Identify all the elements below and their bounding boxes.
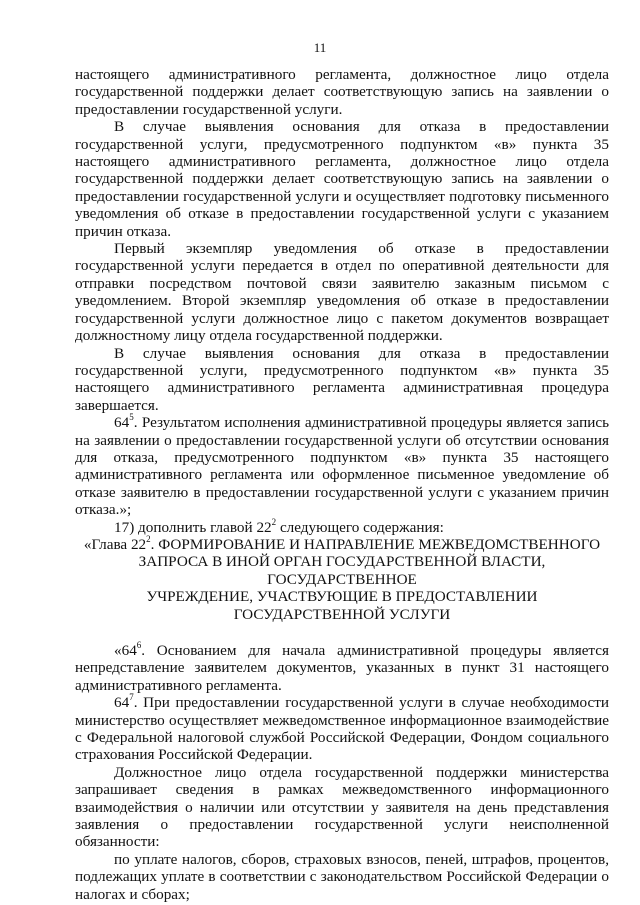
chapter-heading bbox=[75, 533, 609, 623]
paragraph-text: . При предоставлении государственной услуги в случае необходимости министерство осуществляет межведомственное информационное взаимодействие с Федеральной налоговой службой Российской Федерации, Фондом социального страхования Российской Федерации. bbox=[75, 694, 609, 764]
chapter-title-start: «Глава 22 bbox=[83, 535, 147, 553]
chapter-heading-line bbox=[75, 533, 609, 553]
paragraph: Первый экземпляр уведомления об отказе в предоставлении государственной услуги передается в отдел по оперативной деятельности для отправки посредством почтовой связи заявителю заказным письмом с уведомлением. Второй экземпляр уведомления об отказе в предоставлении государственной услуги должностное лицо с пакетом документов возвращает должностному лицу отдела государственной поддержки. bbox=[75, 240, 609, 345]
paragraph-64-7 bbox=[75, 694, 609, 764]
chapter-title-superscript: 2 bbox=[146, 533, 151, 544]
chapter-heading-line: УЧРЕЖДЕНИЕ, УЧАСТВУЮЩИЕ В ПРЕДОСТАВЛЕНИИ ГОСУДАРСТВЕННОЙ УСЛУГИ bbox=[146, 588, 538, 623]
clause-superscript: 5 bbox=[129, 412, 134, 423]
clause-number: 64 bbox=[114, 694, 130, 712]
paragraph-64-6 bbox=[75, 639, 609, 694]
paragraph: В случае выявления основания для отказа в предоставлении государственной услуги, предусмотренного подпунктом «в» пункта 35 настоящего административного регламента административная процедура завершается. bbox=[75, 344, 609, 414]
document-body bbox=[75, 66, 609, 903]
clause-superscript: 6 bbox=[136, 639, 142, 650]
amendment-item-17 bbox=[75, 516, 609, 536]
paragraph-64-5 bbox=[75, 414, 609, 518]
amendment-text: 17) дополнить главой 22 bbox=[114, 518, 272, 536]
paragraph-text: . Результатом исполнения административной процедуры является запись на заявлении о предоставлении государственной услуги об отсутствии основания для отказа, предусмотренного подпунктом «в» пункта 35 настоящего административного регламента или оформленное письменное уведомление об отказе заявителю в предоставлении государственной услуги с указанием причин отказа.»; bbox=[75, 414, 609, 519]
clause-number: «64 bbox=[114, 642, 137, 659]
paragraph: настоящего административного регламента, должностное лицо отдела государственной поддержки делает соответствующую запись на заявлении о предоставлении государственной услуги. bbox=[75, 66, 609, 118]
paragraph: по уплате налогов, сборов, страховых взносов, пеней, штрафов, процентов, подлежащих уплате в соответствии с законодательством Российской Федерации о налогах и сборах; bbox=[75, 850, 609, 903]
amendment-text-rest: следующего содержания: bbox=[276, 518, 444, 536]
paragraph: В случае выявления основания для отказа в предоставлении государственной услуги, предусмотренного подпунктом «в» пункта 35 настоящего административного регламента, должностное лицо отдела государственной поддержки делает соответствующую запись на заявлении о предоставлении государственной услуги и осуществляет подготовку письменного уведомления об отказе в предоставлении государственной услуги с указанием причин отказа. bbox=[75, 118, 609, 240]
spacer bbox=[75, 623, 609, 642]
clause-superscript: 7 bbox=[129, 692, 134, 703]
paragraph: Должностное лицо отдела государственной поддержки министерства запрашивает сведения в рамках межведомственного информационного взаимодействия о наличии или отсутствии у заявителя на день представления заявления о предоставлении государственной услуги неисполненной обязанности: bbox=[75, 763, 609, 851]
page-number: 11 bbox=[313, 40, 327, 55]
clause-number: 64 bbox=[114, 414, 130, 432]
chapter-title-rest: . ФОРМИРОВАНИЕ И НАПРАВЛЕНИЕ МЕЖВЕДОМСТВЕННОГО bbox=[150, 535, 601, 553]
chapter-heading-line: ЗАПРОСА В ИНОЙ ОРГАН ГОСУДАРСТВЕННОЙ ВЛАСТИ, ГОСУДАРСТВЕННОЕ bbox=[138, 553, 546, 588]
chapter-superscript: 2 bbox=[271, 516, 277, 527]
paragraph-text: . Основанием для начала административной процедуры является непредставление заявителем документов, указанных в пункт 31 настоящего административного регламента. bbox=[75, 642, 609, 694]
